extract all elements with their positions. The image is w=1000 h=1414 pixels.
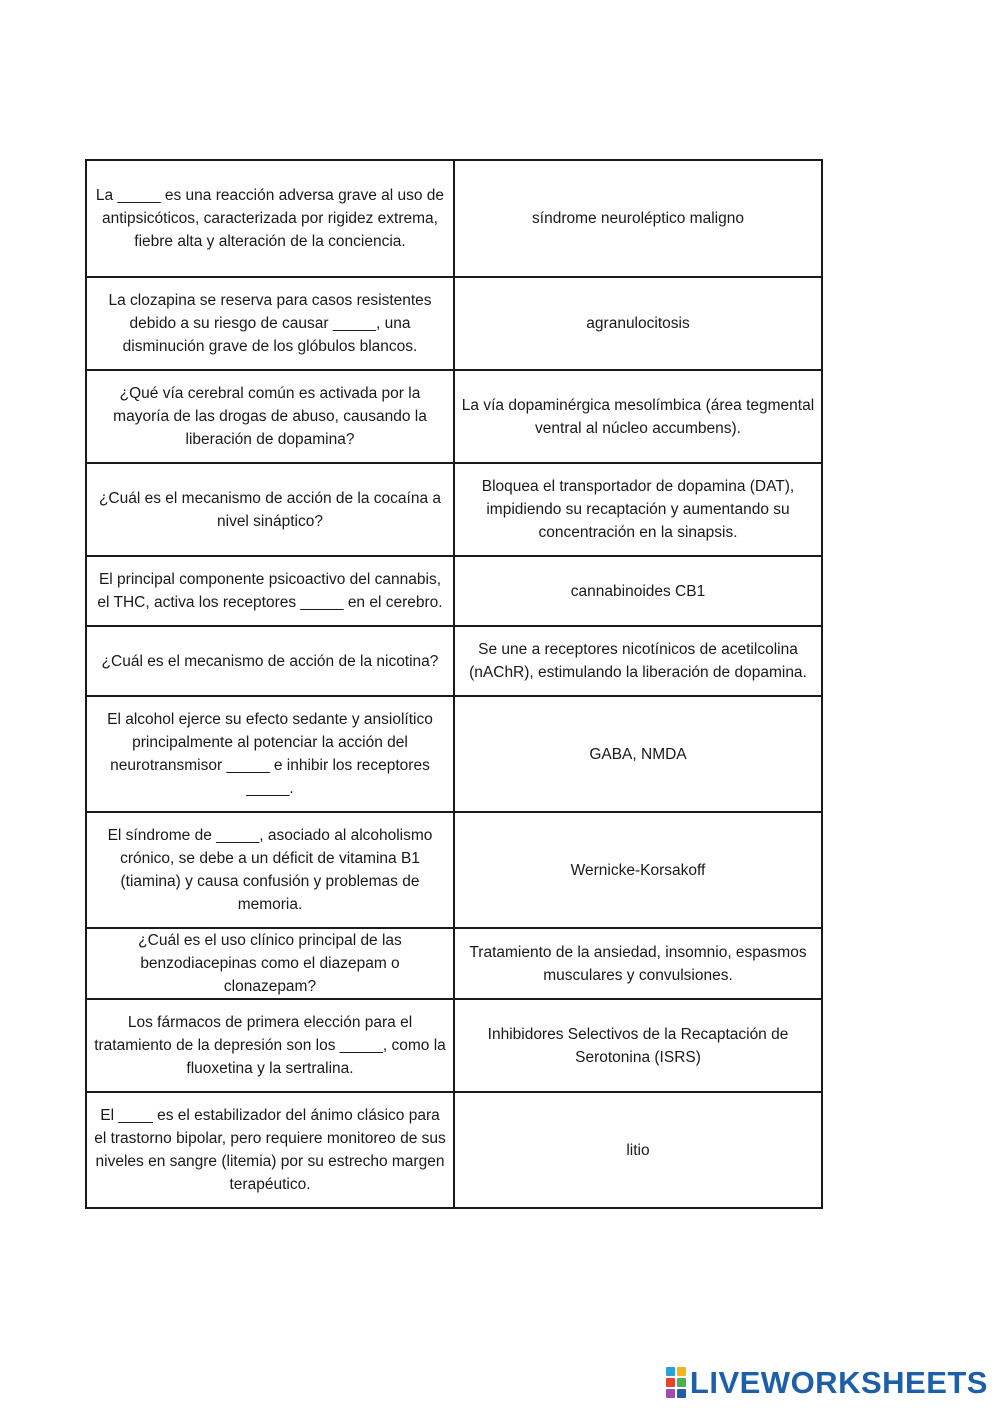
table-row xyxy=(86,812,822,928)
logo-block xyxy=(677,1389,686,1398)
table-row xyxy=(86,999,822,1092)
answer-cell[interactable]: síndrome neuroléptico maligno xyxy=(454,160,822,277)
table-row xyxy=(86,696,822,812)
liveworksheets-logo-icon xyxy=(666,1367,686,1398)
question-cell[interactable]: El ____ es el estabilizador del ánimo clásico para el trastorno bipolar, pero requiere monitoreo de sus niveles en sangre (litemia) por su estrecho margen terapéutico. xyxy=(86,1092,454,1208)
table-row xyxy=(86,370,822,463)
table-row xyxy=(86,1092,822,1208)
answer-cell[interactable]: agranulocitosis xyxy=(454,277,822,370)
answer-cell[interactable]: Se une a receptores nicotínicos de acetilcolina (nAChR), estimulando la liberación de dopamina. xyxy=(454,626,822,696)
liveworksheets-logo xyxy=(666,1367,988,1398)
logo-text: LIVEWORKSHEETS xyxy=(689,1365,988,1400)
question-cell[interactable]: El alcohol ejerce su efecto sedante y ansiolítico principalmente al potenciar la acción del neurotransmisor _____ e inhibir los receptores _____. xyxy=(86,696,454,812)
table-row xyxy=(86,463,822,556)
answer-cell[interactable]: Tratamiento de la ansiedad, insomnio, espasmos musculares y convulsiones. xyxy=(454,928,822,999)
table-row xyxy=(86,556,822,626)
logo-block xyxy=(666,1378,675,1387)
question-cell[interactable]: ¿Cuál es el mecanismo de acción de la cocaína a nivel sináptico? xyxy=(86,463,454,556)
question-cell[interactable]: La clozapina se reserva para casos resistentes debido a su riesgo de causar _____, una disminución grave de los glóbulos blancos. xyxy=(86,277,454,370)
table-row xyxy=(86,277,822,370)
answer-cell[interactable]: Bloquea el transportador de dopamina (DAT), impidiendo su recaptación y aumentando su concentración en la sinapsis. xyxy=(454,463,822,556)
question-cell[interactable]: El principal componente psicoactivo del cannabis, el THC, activa los receptores _____ en el cerebro. xyxy=(86,556,454,626)
answer-cell[interactable]: Inhibidores Selectivos de la Recaptación de Serotonina (ISRS) xyxy=(454,999,822,1092)
table-row xyxy=(86,160,822,277)
answer-cell[interactable]: GABA, NMDA xyxy=(454,696,822,812)
logo-block xyxy=(677,1378,686,1387)
logo-block xyxy=(677,1367,686,1376)
question-cell[interactable]: El síndrome de _____, asociado al alcoholismo crónico, se debe a un déficit de vitamina B1 (tiamina) y causa confusión y problemas de memoria. xyxy=(86,812,454,928)
matching-cards-table xyxy=(85,159,823,1209)
answer-cell[interactable]: La vía dopaminérgica mesolímbica (área tegmental ventral al núcleo accumbens). xyxy=(454,370,822,463)
logo-block xyxy=(666,1367,675,1376)
answer-cell[interactable]: Wernicke-Korsakoff xyxy=(454,812,822,928)
answer-cell[interactable]: cannabinoides CB1 xyxy=(454,556,822,626)
table-row xyxy=(86,928,822,999)
question-cell[interactable]: Los fármacos de primera elección para el tratamiento de la depresión son los _____, como la fluoxetina y la sertralina. xyxy=(86,999,454,1092)
logo-block xyxy=(666,1389,675,1398)
question-cell[interactable]: ¿Cuál es el mecanismo de acción de la nicotina? xyxy=(86,626,454,696)
table-row xyxy=(86,626,822,696)
question-cell[interactable]: ¿Cuál es el uso clínico principal de las benzodiacepinas como el diazepam o clonazepam? xyxy=(86,928,454,999)
question-cell[interactable]: ¿Qué vía cerebral común es activada por la mayoría de las drogas de abuso, causando la liberación de dopamina? xyxy=(86,370,454,463)
question-cell[interactable]: La _____ es una reacción adversa grave al uso de antipsicóticos, caracterizada por rigidez extrema, fiebre alta y alteración de la conciencia. xyxy=(86,160,454,277)
answer-cell[interactable]: litio xyxy=(454,1092,822,1208)
